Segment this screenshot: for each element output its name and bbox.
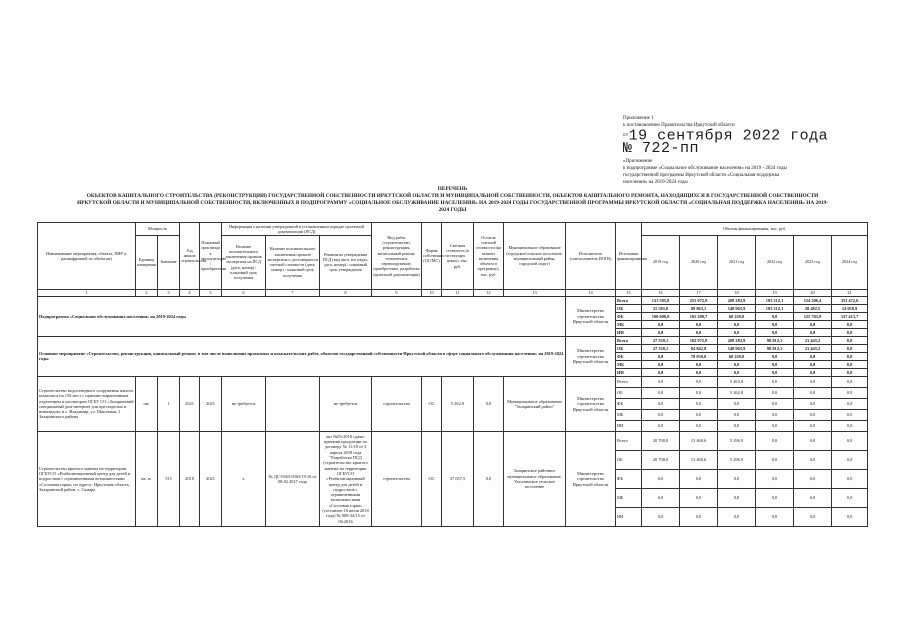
funding-value: 13 460,6 (680, 431, 718, 450)
object-estimate: 5 262,8 (442, 376, 474, 431)
object-expertise: х (222, 431, 266, 526)
hdr-remaining: Остаток сметной стоимости (на момент включения объекта в программу), тыс. руб. (474, 223, 504, 290)
table-row (38, 376, 868, 387)
funding-value: 0,0 (680, 368, 718, 376)
hdr-capacity: Мощность (136, 223, 180, 236)
col-number: 6 (222, 289, 266, 296)
funding-value: 0,0 (794, 469, 832, 488)
funding-value: 0,0 (832, 398, 868, 409)
funding-value: 0,0 (756, 387, 794, 398)
hdr-estimate: Сметная стоимость (в текущих ценах), тыс. руб. (442, 223, 474, 290)
funding-value: 0,0 (642, 360, 680, 368)
funding-source: ФБ (616, 469, 642, 488)
funding-value: 0,0 (832, 336, 868, 344)
funding-value: 0,0 (794, 420, 832, 431)
hdr-year: 2024 год (832, 235, 868, 289)
col-number: 21 (832, 289, 868, 296)
hdr-municipality: Муниципальное образование (городское/сельское поселение, муниципальный район, городской округ) (504, 223, 566, 290)
hdr-year: 2019 год (642, 235, 680, 289)
funding-value: 0,0 (642, 387, 680, 398)
object-work-type: строительство (372, 376, 422, 431)
funding-value: 0,0 (680, 469, 718, 488)
table-row (38, 336, 868, 344)
hdr-year: 2021 год (718, 235, 756, 289)
funding-value: 0,0 (718, 328, 756, 336)
appendix-sub1: «Приложение (623, 159, 653, 165)
funding-source: Всего (616, 336, 642, 344)
funding-value: 0,0 (642, 469, 680, 488)
funding-value: 125 703,9 (794, 312, 832, 320)
funding-value: 0,0 (680, 320, 718, 328)
funding-value: 20 700,0 (642, 431, 680, 450)
title-line4: 2024 ГОДЫ (438, 207, 467, 213)
funding-value: 162 972,8 (680, 336, 718, 344)
object-plan-year: 2021 (200, 376, 222, 431)
funding-value: 60 220,0 (718, 312, 756, 320)
object-estimate: 37 057,5 (442, 431, 474, 526)
row-executor: Министерство строительства Иркутской области (566, 296, 616, 336)
funding-value: 0,0 (794, 398, 832, 409)
funding-value: 13 460,6 (680, 450, 718, 469)
funding-value: 0,0 (756, 450, 794, 469)
appendix-date: 19 сентября 2022 года (628, 127, 829, 145)
object-expertise: не требуется (222, 376, 266, 431)
funding-value: 89 863,1 (680, 304, 718, 312)
funding-value: 0,0 (642, 352, 680, 360)
funding-value: 28 482,5 (794, 304, 832, 312)
col-number: 16 (642, 289, 680, 296)
funding-source: ИИ (616, 368, 642, 376)
funding-source: ФБ (616, 312, 642, 320)
funding-value: 0,0 (642, 376, 680, 387)
hdr-year: 2020 год (680, 235, 718, 289)
funding-value: 0,0 (680, 420, 718, 431)
col-number: 17 (680, 289, 718, 296)
object-approval: акт №05-2018 сдачи-приемки продукции по договору № 11/18 от 3 апреля 2018 года "Разработка ПСД (строительство крытого манежа на территории ОГБУСО «Реабилитационный центр для детей и подростков с ограниченными возможностями «Сосновая горка» (составлен 16 июля 2018 года) № 008-34/15 от 06.2016 (320, 431, 372, 526)
hdr-year: 2023 год (794, 235, 832, 289)
funding-value: 0,0 (794, 360, 832, 368)
appendix-line2: к постановлению Правительства Иркутской области (623, 123, 735, 128)
hdr-start-year: Год начала строительства (180, 223, 200, 290)
header-row-1 (38, 223, 868, 236)
object-plan-year: 2021 (200, 431, 222, 526)
funding-value: 165 209,7 (680, 312, 718, 320)
funding-value: 351 472,6 (832, 296, 868, 304)
appendix-number: 722-пп (642, 140, 700, 158)
col-number: 11 (442, 289, 474, 296)
hdr-approval: Реквизиты утверждения ПСД (вид акта, его издал, дата, номер) / плановый срок утверждения (320, 235, 372, 289)
funding-value: 0,0 (680, 387, 718, 398)
funding-source: МБ (616, 320, 642, 328)
funding-value: 0,0 (680, 328, 718, 336)
object-unit: шт. (136, 376, 158, 431)
funding-value: 0,0 (794, 387, 832, 398)
funding-value: 0,0 (680, 409, 718, 420)
funding-source: ФБ (616, 398, 642, 409)
row-name: Основное мероприятие «Строительство, реконструкция, капитальный ремонт, в том числе выполнение проектных и изыскательских работ, объектов государственной собственности Иркутской области в сфере социального обслуживания населения» на 2019-2024 годы (38, 336, 566, 376)
funding-value: 78 030,0 (680, 352, 718, 360)
col-number: 10 (422, 289, 442, 296)
col-number: 8 (320, 289, 372, 296)
funding-value: 0,0 (794, 368, 832, 376)
hdr-name: Наименование мероприятия, объекта, ПИР (с расшифровкой по объектам) (38, 223, 136, 290)
funding-value: 0,0 (832, 420, 868, 431)
funding-value: 0,0 (680, 507, 718, 526)
hdr-unit: Единица измерения (136, 235, 158, 289)
object-remaining: 0,0 (474, 431, 504, 526)
funding-value: 20 700,0 (642, 450, 680, 469)
funding-value: 0,0 (832, 387, 868, 398)
row-executor: Министерство строительства Иркутской области (566, 336, 616, 376)
funding-value: 0,0 (832, 328, 868, 336)
funding-value: 0,0 (642, 409, 680, 420)
object-value: 515 (158, 431, 180, 526)
funding-source: МБ (616, 488, 642, 507)
col-number: 19 (756, 289, 794, 296)
object-value: 1 (158, 376, 180, 431)
funding-value: 0,0 (756, 320, 794, 328)
funding-value: 0,0 (680, 488, 718, 507)
funding-value: 60 220,0 (718, 352, 756, 360)
hdr-docs: Информация о наличии утвержденной в установленном порядке проектной документации (ПСД) (222, 223, 372, 236)
table-row (38, 296, 868, 304)
funding-value: 183 312,1 (756, 296, 794, 304)
funding-value: 0,0 (756, 376, 794, 387)
hdr-year: 2022 год (756, 235, 794, 289)
object-work-type: строительство (372, 431, 422, 526)
funding-value: 0,0 (794, 450, 832, 469)
funding-value: 0,0 (718, 360, 756, 368)
funding-value: 255 072,9 (680, 296, 718, 304)
funding-value: 0,0 (718, 368, 756, 376)
funding-value: 208 283,9 (718, 336, 756, 344)
funding-value: 0,0 (642, 398, 680, 409)
funding-value: 0,0 (680, 376, 718, 387)
funding-value: 0,0 (642, 420, 680, 431)
funding-value: 0,0 (832, 488, 868, 507)
hdr-value: Значение (158, 235, 180, 289)
hdr-financing: Объемы финансирования, тыс. руб. (642, 223, 868, 236)
funding-value: 0,0 (794, 409, 832, 420)
funding-source: ИИ (616, 420, 642, 431)
funding-source: ФБ (616, 352, 642, 360)
object-start-year: 2018 (180, 431, 200, 526)
funding-value: 84 842,8 (680, 344, 718, 352)
col-number: 13 (504, 289, 566, 296)
funding-value: 0,0 (756, 409, 794, 420)
funding-value: 0,0 (642, 507, 680, 526)
funding-value: 23 445,2 (794, 344, 832, 352)
funding-value: 183 312,1 (756, 304, 794, 312)
title-line2: ОБЪЕКТОВ КАПИТАЛЬНОГО СТРОИТЕЛЬСТВА (РЕКОНСТРУКЦИИ) ГОСУДАРСТВЕННОЙ СОБСТВЕННОСТИ ИРКУТСКОЙ ОБЛАСТИ И МУНИЦИПАЛЬНОЙ СОБСТВЕННОСТИ, ОБЪЕКТОВ КАПИТАЛЬНОГО РЕМОНТА, НАХОДЯЩИХСЯ В ГОСУДАРСТВЕННОЙ СОБСТВЕННОСТИ (86, 193, 819, 199)
object-name: Строительство водоотводного сооружения жилого комплекса на 150 мест с приемно-карантинным отделением и изолятором ОГБУ СО «Заларинский специальный дом-интернат для престарелых и инвалидов» в с. Владимир, ул. Школьная, 1 Заларинского района (38, 376, 136, 431)
appendix-sub3: государственной программы Иркутской области «Социальная поддержка (623, 173, 780, 179)
col-number: 2 (136, 289, 158, 296)
funding-value: 0,0 (642, 320, 680, 328)
column-number-row (38, 289, 868, 296)
object-municipality: Муниципальное образование "Заларинский район" (504, 376, 566, 431)
funding-value: 0,0 (832, 368, 868, 376)
funding-value: 0,0 (718, 420, 756, 431)
funding-source: ОБ (616, 304, 642, 312)
object-approval: не требуется (320, 376, 372, 431)
object-remaining: 0,0 (474, 376, 504, 431)
funding-value: 0,0 (756, 469, 794, 488)
funding-value: 0,0 (642, 368, 680, 376)
funding-value: 0,0 (832, 507, 868, 526)
col-number: 15 (616, 289, 642, 296)
funding-value: 5 296,9 (718, 450, 756, 469)
funding-value: 0,0 (756, 352, 794, 360)
object-executor: Министерство строительства Иркутской области (566, 431, 616, 526)
col-number: 14 (566, 289, 616, 296)
hdr-expertise: Наличие положительного заключения органов экспертизы на ПСД (дата, номер) / плановый срок получения (222, 235, 266, 289)
funding-value: 148 063,9 (718, 344, 756, 352)
funding-value: 337 413,7 (832, 312, 868, 320)
title-line3: ИРКУТСКОЙ ОБЛАСТИ И МУНИЦИПАЛЬНОЙ СОБСТВЕННОСТИ, ВКЛЮЧЕННЫХ В ПОДПРОГРАММУ «СОЦИАЛЬНОЕ ОБСЛУЖИВАНИЕ НАСЕЛЕНИЯ» НА 2019-2024 ГОДЫ ГОСУДАРСТВЕННОЙ ПРОГРАММЫ ИРКУТСКОЙ ОБЛАСТИ «СОЦИАЛЬНАЯ ПОДДЕРЖКА НАСЕЛЕНИЯ» НА 2019- (77, 200, 828, 206)
appendix-block (623, 115, 873, 186)
funding-value: 0,0 (756, 312, 794, 320)
funding-value: 0,0 (832, 469, 868, 488)
object-start-year: 2021 (180, 376, 200, 431)
objects-table (37, 222, 868, 527)
funding-value: 131 585,8 (642, 296, 680, 304)
col-number: 20 (794, 289, 832, 296)
funding-value: 100 000,0 (642, 312, 680, 320)
funding-value: 0,0 (718, 398, 756, 409)
funding-value: 0,0 (718, 507, 756, 526)
table-row (38, 431, 868, 450)
funding-value: 0,0 (832, 360, 868, 368)
funding-source: ОБ (616, 344, 642, 352)
col-number: 18 (718, 289, 756, 296)
funding-value: 14 058,9 (832, 304, 868, 312)
number-prefix: № (623, 140, 633, 158)
funding-source: ОБ (616, 450, 642, 469)
object-executor: Министерство строительства Иркутской области (566, 376, 616, 431)
col-number: 3 (158, 289, 180, 296)
funding-value: 0,0 (832, 352, 868, 360)
funding-value: 5 263,8 (718, 376, 756, 387)
col-number: 5 (200, 289, 222, 296)
funding-value: 0,0 (794, 431, 832, 450)
funding-source: ИИ (616, 507, 642, 526)
object-unit: кв. м. (136, 431, 158, 526)
funding-value: 98 812,1 (756, 344, 794, 352)
funding-value: 0,0 (718, 488, 756, 507)
hdr-ownership: Форма собственности (ОС/МС) (422, 223, 442, 290)
object-ownership: ОС (422, 431, 442, 526)
hdr-sources: Источники финансирования (616, 223, 642, 290)
row-name: Подпрограмма «Социальное обслуживание населения» на 2019-2024 годы (38, 296, 566, 336)
funding-value: 0,0 (642, 328, 680, 336)
object-reliability (266, 376, 320, 431)
funding-value: 5 262,8 (718, 387, 756, 398)
funding-value: 0,0 (756, 488, 794, 507)
funding-value: 148 063,9 (718, 304, 756, 312)
funding-value: 0,0 (832, 409, 868, 420)
funding-value: 0,0 (756, 507, 794, 526)
funding-value: 0,0 (794, 488, 832, 507)
funding-source: Всего (616, 376, 642, 387)
funding-value: 0,0 (718, 409, 756, 420)
col-number: 1 (38, 289, 136, 296)
funding-source: МБ (616, 409, 642, 420)
hdr-executor: Исполнитель (соисполнитель ИОГВ) (566, 223, 616, 290)
funding-value: 0,0 (832, 320, 868, 328)
funding-value: 0,0 (756, 420, 794, 431)
hdr-work-type: Вид работ (строительство, реконструкция, капитальный ремонт, техническое перевооружение, приобретение, разработка проектной документации) (372, 223, 422, 290)
funding-value: 98 812,1 (756, 336, 794, 344)
object-name: Строительство крытого манежа на территории ОГБУСО «Реабилитационный центр для детей и подростков с ограниченными возможностями «Сосновая горка» по адресу: Иркутская область, Заларинский район, с. Самара (38, 431, 136, 526)
funding-value: 0,0 (832, 431, 868, 450)
funding-source: Всего (616, 431, 642, 450)
title-line1: ПЕРЕЧЕНЬ (437, 186, 468, 192)
hdr-plan-year: Плановый срок ввода в эксплуатацию / приобретения (200, 223, 222, 290)
funding-value: 5 296,9 (718, 431, 756, 450)
appendix-sub4: населения» на 2019-2024 годы (623, 180, 688, 186)
funding-value: 0,0 (756, 398, 794, 409)
table-body (38, 296, 868, 526)
funding-source: ОБ (616, 387, 642, 398)
funding-value: 0,0 (756, 328, 794, 336)
funding-value: 0,0 (718, 469, 756, 488)
funding-value: 0,0 (794, 352, 832, 360)
object-ownership: ОС (422, 376, 442, 431)
funding-value: 0,0 (832, 344, 868, 352)
col-number: 9 (372, 289, 422, 296)
funding-value: 27 338,1 (642, 344, 680, 352)
funding-value: 0,0 (756, 368, 794, 376)
col-number: 7 (266, 289, 320, 296)
funding-value: 0,0 (756, 431, 794, 450)
date-prefix: от (623, 133, 629, 138)
funding-source: ИИ (616, 328, 642, 336)
funding-value: 23 445,2 (794, 336, 832, 344)
object-reliability: № ДС-0363-0363/19.16 от 08.02.2017 года (266, 431, 320, 526)
funding-value: 0,0 (832, 450, 868, 469)
col-number: 12 (474, 289, 504, 296)
funding-value: 0,0 (642, 488, 680, 507)
object-municipality: Заларинское районное муниципальное образование, Ухтоламское сельское поселение (504, 431, 566, 526)
funding-value: 27 339,1 (642, 336, 680, 344)
funding-value: 0,0 (718, 320, 756, 328)
document-title (50, 186, 855, 214)
funding-value: 0,0 (794, 507, 832, 526)
funding-value: 208 283,9 (718, 296, 756, 304)
funding-value: 0,0 (794, 328, 832, 336)
col-number: 4 (180, 289, 200, 296)
funding-value: 0,0 (832, 376, 868, 387)
funding-value: 0,0 (756, 360, 794, 368)
funding-value: 31 585,8 (642, 304, 680, 312)
funding-value: 0,0 (680, 360, 718, 368)
funding-source: Всего (616, 296, 642, 304)
appendix-sub2: к подпрограмме «Социальное обслуживание населения» на 2019 - 2024 годы (623, 166, 787, 172)
appendix-line1: Приложение 1 (623, 116, 654, 121)
funding-source: МБ (616, 360, 642, 368)
funding-value: 0,0 (794, 320, 832, 328)
funding-value: 154 206,4 (794, 296, 832, 304)
funding-value: 0,0 (794, 376, 832, 387)
hdr-reliability: Наличие положительного заключения органов экспертизы о достоверности сметной стоимости (дата, номер) / плановый срок получения (266, 235, 320, 289)
funding-value: 0,0 (680, 398, 718, 409)
